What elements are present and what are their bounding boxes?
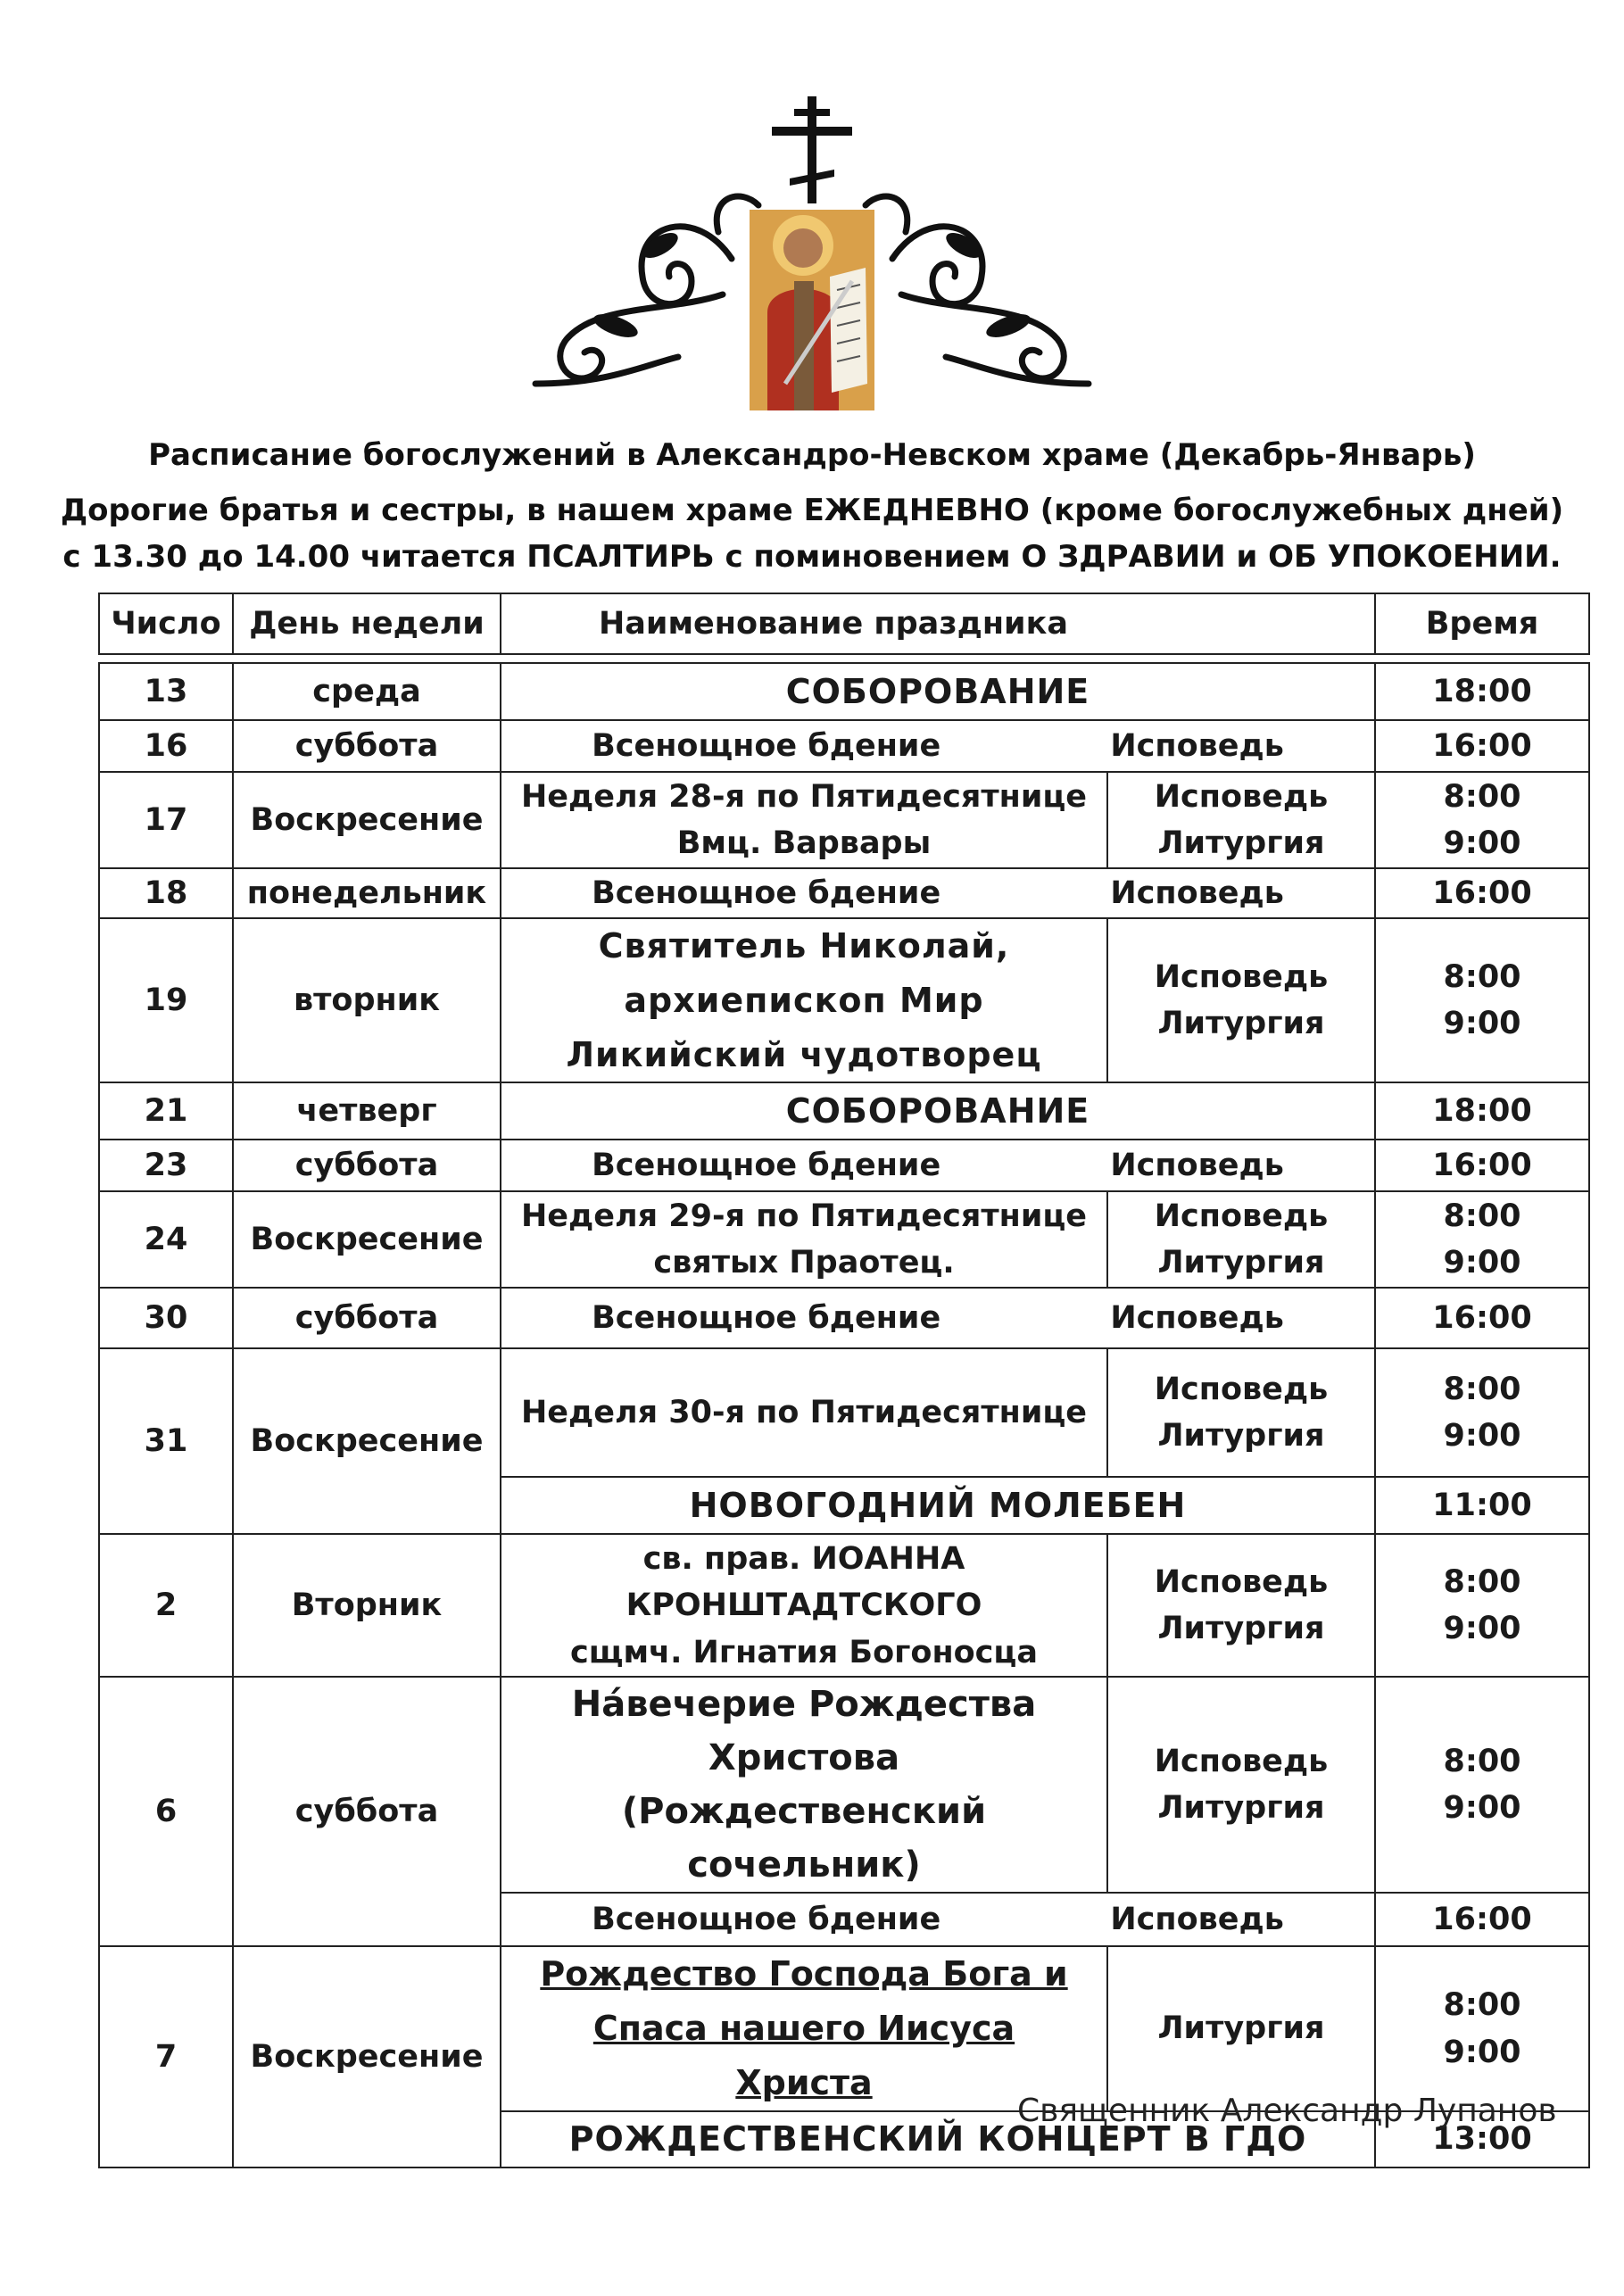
service-cell: Литургия [1107,1946,1375,2110]
table-row [99,720,1589,772]
table-row [99,1946,1589,2110]
feast-cell [501,1893,1375,1946]
time-cell [1375,1191,1589,1288]
day-cell: 19 [99,918,233,1082]
weekday-cell: Воскресение [233,1946,501,2167]
time-line: 9:00 [1443,825,1521,861]
time-line: 9:00 [1443,1245,1521,1281]
weekday-cell: понедельник [233,868,501,918]
service-line: Литургия [1157,825,1325,861]
service-name: Исповедь [1110,1300,1284,1337]
table-row [99,1348,1589,1477]
feast-cell: РОЖДЕСТВЕНСКИЙ КОНЦЕРТ В ГДО [501,2111,1375,2168]
service-cell [1107,1534,1375,1677]
day-cell: 24 [99,1191,233,1288]
feast-cell [501,1677,1107,1893]
time-cell: 16:00 [1375,1893,1589,1946]
day-cell: 18 [99,868,233,918]
feast-line: Спаса нашего Иисуса [592,2009,1015,2049]
feast-line: На́вечерие Рождества Христова [571,1684,1037,1779]
orthodox-cross-icon [772,96,852,203]
time-cell [1375,1348,1589,1477]
service-name: Исповедь [1110,874,1284,911]
table-row [99,772,1589,868]
feast-cell [501,1140,1375,1191]
weekday-cell: Вторник [233,1534,501,1677]
day-cell: 17 [99,772,233,868]
time-cell: 16:00 [1375,1140,1589,1191]
day-cell: 30 [99,1288,233,1348]
feast-line: Неделя 29-я по Пятидесятнице [520,1198,1088,1234]
header-weekday: День недели [233,593,501,654]
feast-line: Святитель Николай, [598,926,1010,966]
weekday-cell: суббота [233,1288,501,1348]
feast-cell: СОБОРОВАНИЕ [501,663,1375,720]
time-line: 9:00 [1443,1790,1521,1827]
day-cell: 7 [99,1946,233,2167]
service-line: Исповедь [1154,778,1329,815]
time-cell: 16:00 [1375,868,1589,918]
time-cell [1375,1946,1589,2110]
weekday-cell: суббота [233,720,501,772]
header-time: Время [1375,593,1589,654]
schedule-table [98,593,1590,2168]
service-cell [1107,1348,1375,1477]
header-feast: Наименование праздника [501,593,1375,654]
day-cell: 21 [99,1082,233,1140]
feast-line: Вмц. Варвары [676,825,932,861]
time-cell [1375,772,1589,868]
service-line: Исповедь [1154,1371,1329,1407]
table-row [99,1191,1589,1288]
feast-line: КРОНШТАДТСКОГО [626,1587,982,1624]
time-cell: 13:00 [1375,2111,1589,2168]
service-line: Исповедь [1154,1563,1329,1600]
time-cell [1375,1677,1589,1893]
day-cell: 23 [99,1140,233,1191]
table-row [99,1534,1589,1677]
feast-line: Христа [735,2062,873,2102]
time-line: 8:00 [1443,778,1521,815]
service-line: Литургия [1157,1006,1325,1042]
table-row [99,1288,1589,1348]
feast-cell: Неделя 30-я по Пятидесятнице [501,1348,1107,1477]
day-cell: 6 [99,1677,233,1946]
saint-icon [750,210,874,410]
feast-line: (Рождественский сочельник) [621,1791,987,1886]
time-line: 8:00 [1443,1987,1521,2024]
time-line: 8:00 [1443,1371,1521,1407]
service-name: Исповедь [1110,727,1284,764]
feast-line: сщмч. Игнатия Богоносца [570,1634,1038,1670]
weekday-cell: суббота [233,1677,501,1946]
feast-cell [501,1946,1107,2110]
service-cell [1107,918,1375,1082]
time-line: 9:00 [1443,1418,1521,1455]
weekday-cell: суббота [233,1140,501,1191]
feast-cell [501,1288,1375,1348]
feast-name: Всенощное бдение [592,1148,941,1184]
time-cell: 18:00 [1375,663,1589,720]
feast-name: Всенощное бдение [592,1902,941,1938]
feast-line: Рождество Господа Бога и [540,1954,1068,1994]
feast-line: Неделя 28-я по Пятидесятнице [520,778,1088,815]
table-row [99,868,1589,918]
weekday-cell: Воскресение [233,772,501,868]
day-cell: 2 [99,1534,233,1677]
feast-cell [501,918,1107,1082]
feast-name: Всенощное бдение [592,1300,941,1337]
weekday-cell: Воскресение [233,1348,501,1534]
service-line: Литургия [1157,1418,1325,1455]
day-cell: 13 [99,663,233,720]
feast-line: святых Праотец. [653,1245,955,1281]
table-row [99,1140,1589,1191]
notice-line-1: Дорогие братья и сестры, в нашем храме ЕЖЕДНЕВНО (кроме богослужебных дней) [60,493,1564,528]
signature: Священник Александр Лупанов [1017,2093,1557,2129]
table-row [99,1082,1589,1140]
service-line: Исповедь [1154,1743,1329,1779]
time-cell [1375,1534,1589,1677]
feast-cell: СОБОРОВАНИЕ [501,1082,1375,1140]
service-line: Литургия [1157,1611,1325,1647]
service-line: Исповедь [1154,1198,1329,1234]
feast-cell [501,1534,1107,1677]
service-cell [1107,1191,1375,1288]
time-line: 9:00 [1443,1611,1521,1647]
service-cell [1107,772,1375,868]
day-cell: 31 [99,1348,233,1534]
feast-cell: НОВОГОДНИЙ МОЛЕБЕН [501,1477,1375,1534]
weekday-cell: вторник [233,918,501,1082]
feast-cell [501,868,1375,918]
weekday-cell: четверг [233,1082,501,1140]
service-line: Литургия [1157,1245,1325,1281]
church-emblem [500,89,1124,419]
service-cell [1107,1677,1375,1893]
table-row [99,663,1589,720]
page-title: Расписание богослужений в Александро-Невском храме (Декабрь-Январь) [148,437,1476,473]
service-line: Литургия [1157,1790,1325,1827]
time-cell [1375,918,1589,1082]
table-row [99,918,1589,1082]
time-line: 8:00 [1443,958,1521,995]
time-line: 8:00 [1443,1743,1521,1779]
time-line: 8:00 [1443,1198,1521,1234]
notice-line-2: с 13.30 до 14.00 читается ПСАЛТИРЬ с поминовением О ЗДРАВИИ и ОБ УПОКОЕНИИ. [62,539,1562,575]
feast-cell [501,1191,1107,1288]
table-row [99,1677,1589,1893]
time-line: 9:00 [1443,1006,1521,1042]
service-name: Исповедь [1110,1902,1284,1938]
feast-cell [501,720,1375,772]
time-cell: 16:00 [1375,720,1589,772]
service-line: Исповедь [1154,958,1329,995]
feast-line: св. прав. ИОАННА [642,1540,965,1577]
weekday-cell: среда [233,663,501,720]
feast-cell [501,772,1107,868]
feast-line: архиепископ Мир [624,980,984,1020]
day-cell: 16 [99,720,233,772]
service-name: Исповедь [1110,1148,1284,1184]
time-line: 9:00 [1443,2034,1521,2070]
time-line: 8:00 [1443,1563,1521,1600]
feast-line: Ликийский чудотворец [566,1034,1042,1074]
weekday-cell: Воскресение [233,1191,501,1288]
time-cell: 16:00 [1375,1288,1589,1348]
feast-name: Всенощное бдение [592,874,941,911]
feast-name: Всенощное бдение [592,727,941,764]
table-header-row [99,593,1589,654]
time-cell: 11:00 [1375,1477,1589,1534]
time-cell: 18:00 [1375,1082,1589,1140]
header-day: Число [99,593,233,654]
